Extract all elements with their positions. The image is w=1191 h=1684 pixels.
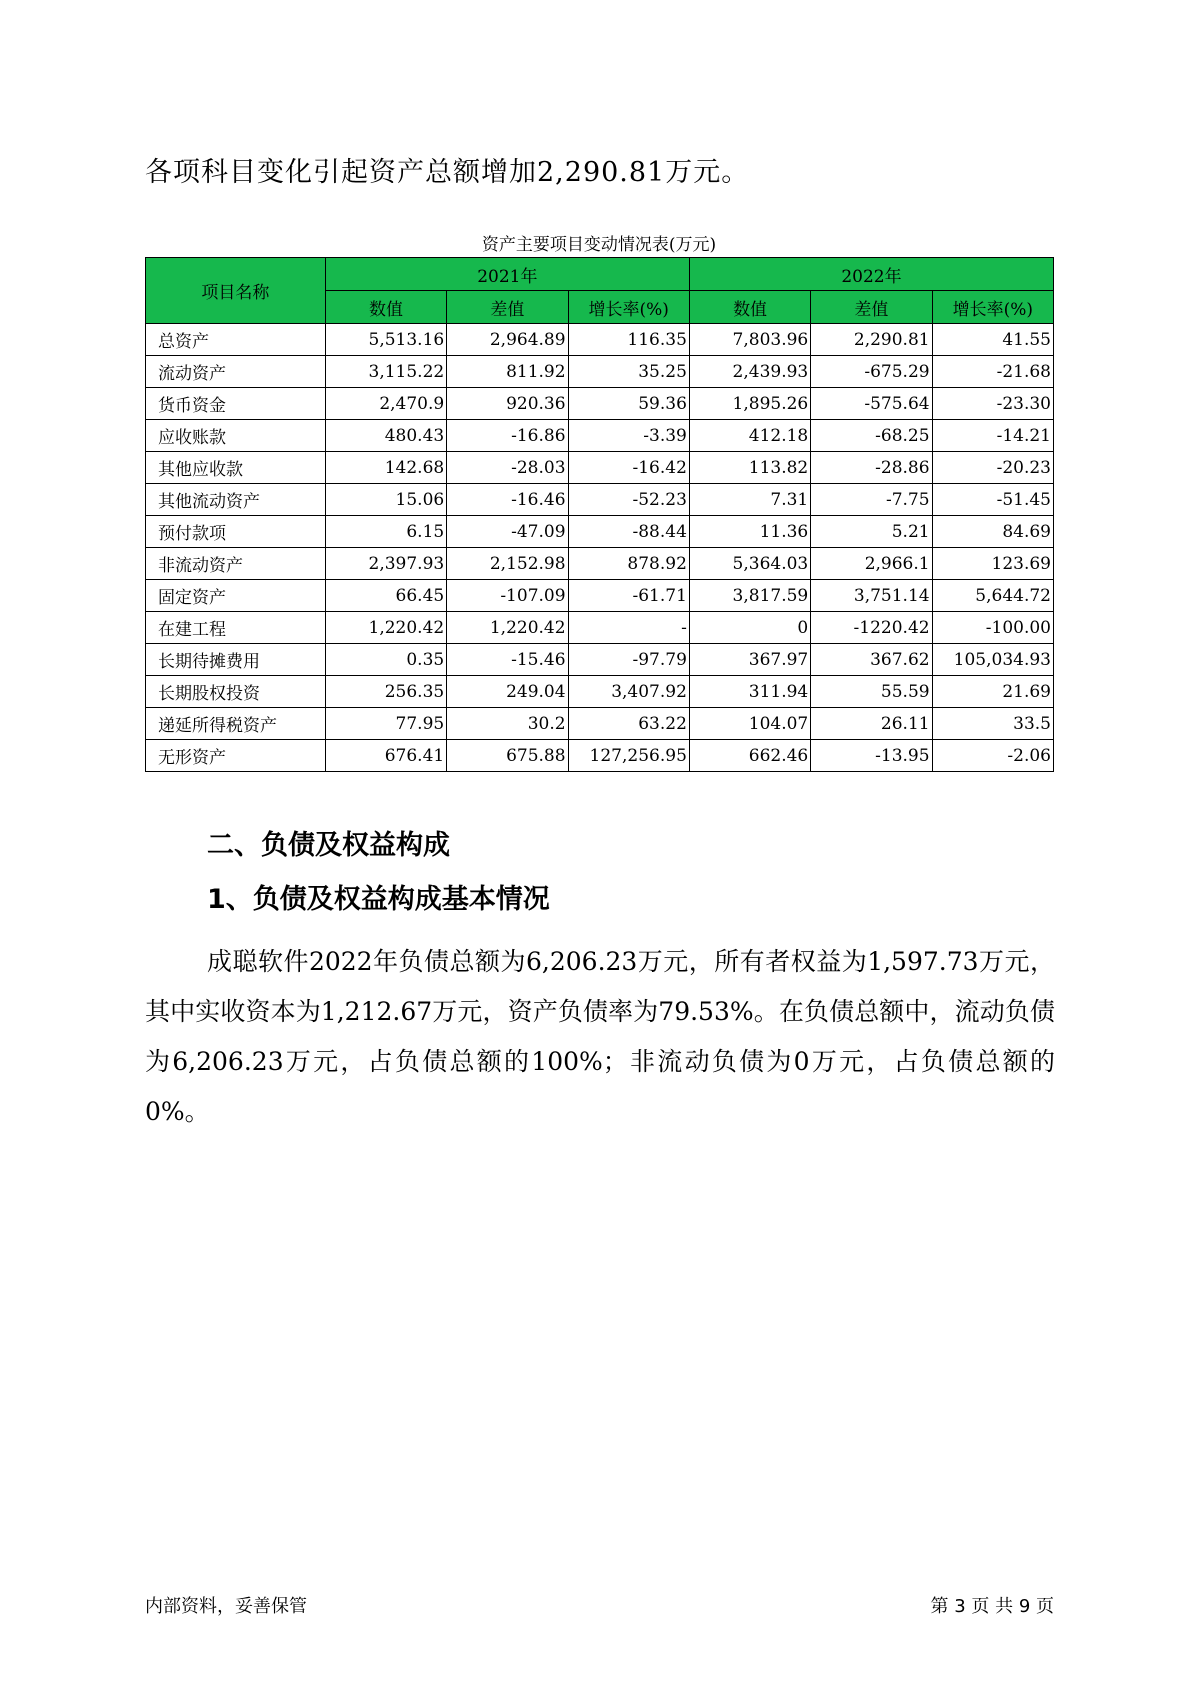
cell: - — [568, 612, 689, 644]
cell: -88.44 — [568, 516, 689, 548]
table-row — [146, 548, 1054, 580]
cell: 59.36 — [568, 388, 689, 420]
cell: -68.25 — [811, 420, 932, 452]
cell: -13.95 — [811, 740, 932, 772]
header-year-2022: 2022年 — [689, 258, 1053, 291]
cell: -21.68 — [932, 356, 1053, 388]
cell: 66.45 — [325, 580, 446, 612]
header-year-2021: 2021年 — [325, 258, 689, 291]
row-name: 流动资产 — [146, 356, 326, 388]
cell: 2,966.1 — [811, 548, 932, 580]
table-row — [146, 580, 1054, 612]
cell: 367.62 — [811, 644, 932, 676]
cell: 2,290.81 — [811, 324, 932, 356]
row-name: 非流动资产 — [146, 548, 326, 580]
header-rate: 增长率(%) — [932, 291, 1053, 324]
cell: 412.18 — [689, 420, 810, 452]
cell: -575.64 — [811, 388, 932, 420]
row-name: 其他应收款 — [146, 452, 326, 484]
cell: -51.45 — [932, 484, 1053, 516]
cell: 55.59 — [811, 676, 932, 708]
cell: 5.21 — [811, 516, 932, 548]
cell: 7.31 — [689, 484, 810, 516]
cell: 811.92 — [447, 356, 568, 388]
cell: -97.79 — [568, 644, 689, 676]
cell: -16.46 — [447, 484, 568, 516]
row-name: 货币资金 — [146, 388, 326, 420]
row-name: 递延所得税资产 — [146, 708, 326, 740]
cell: 3,407.92 — [568, 676, 689, 708]
cell: 84.69 — [932, 516, 1053, 548]
header-diff: 差值 — [811, 291, 932, 324]
cell: 367.97 — [689, 644, 810, 676]
table-row — [146, 676, 1054, 708]
cell: -16.42 — [568, 452, 689, 484]
table-row — [146, 740, 1054, 772]
table-row — [146, 612, 1054, 644]
liability-paragraph: 成聪软件2022年负债总额为6,206.23万元，所有者权益为1,597.73万元，其中实收资本为1,212.67万元，资产负债率为79.53%。在负债总额中，流动负债为6,206.23万元，占负债总额的100%；非流动负债为0万元，占负债总额的0%。 — [145, 947, 1055, 1126]
row-name: 固定资产 — [146, 580, 326, 612]
cell: 123.69 — [932, 548, 1053, 580]
cell: -7.75 — [811, 484, 932, 516]
cell: 1,220.42 — [325, 612, 446, 644]
cell: 256.35 — [325, 676, 446, 708]
cell: 113.82 — [689, 452, 810, 484]
cell: 3,817.59 — [689, 580, 810, 612]
asset-change-table — [145, 257, 1054, 772]
cell: 21.69 — [932, 676, 1053, 708]
section-heading: 二、负债及权益构成 — [207, 830, 450, 861]
cell: 2,152.98 — [447, 548, 568, 580]
cell: 142.68 — [325, 452, 446, 484]
header-item-name: 项目名称 — [146, 258, 326, 324]
cell: 41.55 — [932, 324, 1053, 356]
cell: 0.35 — [325, 644, 446, 676]
header-diff: 差值 — [447, 291, 568, 324]
footer-confidential-note: 内部资料，妥善保管 — [145, 1596, 307, 1617]
cell: 35.25 — [568, 356, 689, 388]
cell: 662.46 — [689, 740, 810, 772]
table-row — [146, 324, 1054, 356]
cell: 878.92 — [568, 548, 689, 580]
cell: -675.29 — [811, 356, 932, 388]
cell: 0 — [689, 612, 810, 644]
table-body — [146, 324, 1054, 772]
cell: -107.09 — [447, 580, 568, 612]
cell: 1,895.26 — [689, 388, 810, 420]
cell: 2,470.9 — [325, 388, 446, 420]
cell: 676.41 — [325, 740, 446, 772]
cell: -15.46 — [447, 644, 568, 676]
row-name: 总资产 — [146, 324, 326, 356]
cell: -20.23 — [932, 452, 1053, 484]
cell: 15.06 — [325, 484, 446, 516]
cell: 63.22 — [568, 708, 689, 740]
cell: -23.30 — [932, 388, 1053, 420]
subsection-heading: 1、负债及权益构成基本情况 — [207, 884, 550, 915]
cell: -3.39 — [568, 420, 689, 452]
table-row — [146, 516, 1054, 548]
cell: 26.11 — [811, 708, 932, 740]
footer-page-number: 第 3 页 共 9 页 — [930, 1596, 1054, 1617]
cell: 311.94 — [689, 676, 810, 708]
cell: -28.86 — [811, 452, 932, 484]
table-header — [146, 258, 1054, 324]
table-row — [146, 452, 1054, 484]
row-name: 在建工程 — [146, 612, 326, 644]
header-rate: 增长率(%) — [568, 291, 689, 324]
lead-text: 各项科目变化引起资产总额增加2,290.81万元。 — [145, 157, 750, 188]
table-row — [146, 356, 1054, 388]
table-row — [146, 708, 1054, 740]
header-value: 数值 — [325, 291, 446, 324]
cell: 2,964.89 — [447, 324, 568, 356]
cell: 5,364.03 — [689, 548, 810, 580]
cell: 480.43 — [325, 420, 446, 452]
cell: 127,256.95 — [568, 740, 689, 772]
cell: 675.88 — [447, 740, 568, 772]
cell: 116.35 — [568, 324, 689, 356]
row-name: 长期股权投资 — [146, 676, 326, 708]
cell: 2,397.93 — [325, 548, 446, 580]
table-caption: 资产主要项目变动情况表(万元) — [481, 235, 717, 255]
cell: 33.5 — [932, 708, 1053, 740]
cell: 104.07 — [689, 708, 810, 740]
table-row — [146, 388, 1054, 420]
cell: 5,513.16 — [325, 324, 446, 356]
row-name: 应收账款 — [146, 420, 326, 452]
row-name: 其他流动资产 — [146, 484, 326, 516]
cell: -61.71 — [568, 580, 689, 612]
cell: 920.36 — [447, 388, 568, 420]
cell: 105,034.93 — [932, 644, 1053, 676]
table-row — [146, 420, 1054, 452]
cell: -14.21 — [932, 420, 1053, 452]
cell: 249.04 — [447, 676, 568, 708]
cell: -1220.42 — [811, 612, 932, 644]
cell: 11.36 — [689, 516, 810, 548]
cell: -2.06 — [932, 740, 1053, 772]
cell: -52.23 — [568, 484, 689, 516]
cell: 7,803.96 — [689, 324, 810, 356]
cell: -47.09 — [447, 516, 568, 548]
row-name: 无形资产 — [146, 740, 326, 772]
cell: 5,644.72 — [932, 580, 1053, 612]
cell: 3,751.14 — [811, 580, 932, 612]
cell: 3,115.22 — [325, 356, 446, 388]
cell: 77.95 — [325, 708, 446, 740]
row-name: 长期待摊费用 — [146, 644, 326, 676]
cell: 1,220.42 — [447, 612, 568, 644]
cell: -16.86 — [447, 420, 568, 452]
cell: 6.15 — [325, 516, 446, 548]
cell: -28.03 — [447, 452, 568, 484]
header-value: 数值 — [689, 291, 810, 324]
cell: -100.00 — [932, 612, 1053, 644]
cell: 30.2 — [447, 708, 568, 740]
table-row — [146, 644, 1054, 676]
cell: 2,439.93 — [689, 356, 810, 388]
table-row — [146, 484, 1054, 516]
row-name: 预付款项 — [146, 516, 326, 548]
